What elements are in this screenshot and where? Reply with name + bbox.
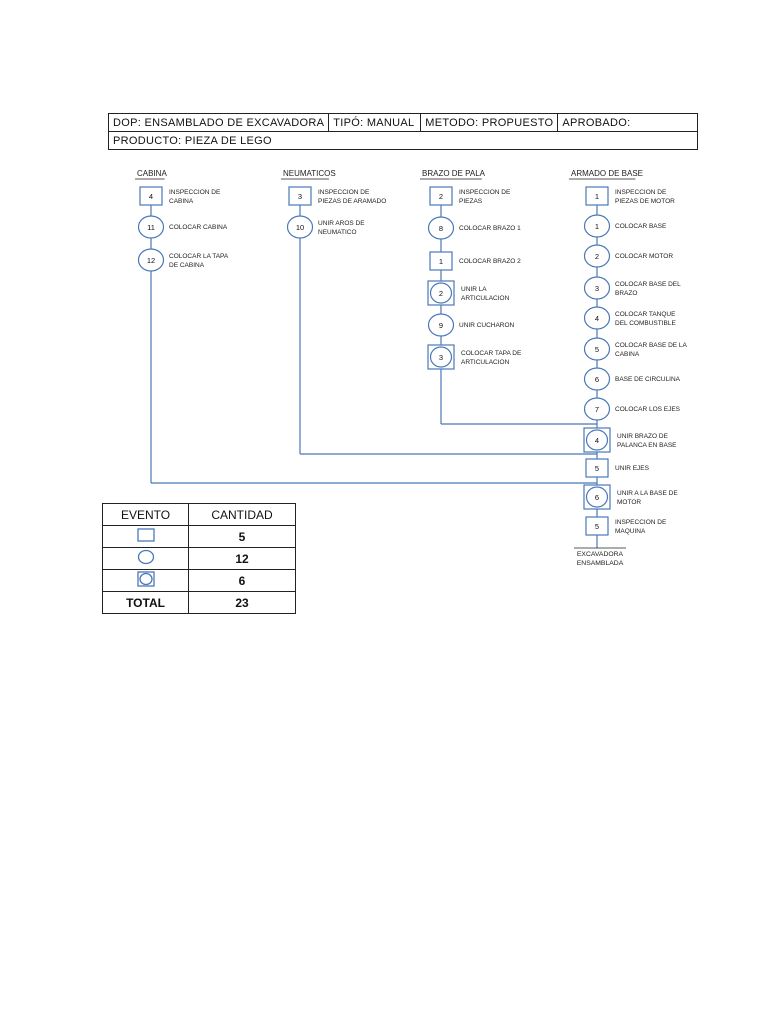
node-label: UNIR LA: [461, 286, 487, 293]
node-label: COLOCAR BASE: [615, 223, 667, 230]
aprobado-field: APROBADO:: [558, 114, 698, 132]
node-number: 5: [594, 521, 600, 531]
node-number: 4: [594, 435, 600, 445]
table-row: [103, 548, 296, 570]
node-label: CABINA: [615, 351, 640, 358]
node-label: INSPECCION DE: [459, 189, 511, 196]
node-number: 9: [438, 320, 444, 330]
circle-node: [585, 215, 667, 237]
square-node: [289, 187, 386, 205]
combined-node: [428, 345, 522, 369]
circle-node: [288, 216, 366, 238]
circle-node: [139, 216, 228, 238]
final-product-label: ENSAMBLADA: [576, 560, 624, 567]
node-number: 10: [295, 222, 305, 232]
node-number: 3: [438, 352, 444, 362]
combined-count: 6: [189, 570, 296, 592]
node-number: 6: [594, 374, 600, 384]
circle-node: [139, 249, 229, 271]
tipo-field: TIPÓ: MANUAL: [329, 114, 421, 132]
node-number: 2: [594, 251, 600, 261]
node-label: ARTICULACION: [461, 295, 510, 302]
node-number: 8: [438, 223, 444, 233]
node-number: 3: [297, 191, 303, 201]
node-label: PIEZAS: [459, 198, 483, 205]
circle-node: [585, 307, 677, 329]
square-node: [586, 459, 650, 477]
node-number: 7: [594, 404, 600, 414]
node-label: COLOCAR TANQUE: [615, 311, 676, 318]
node-number: 1: [594, 191, 600, 201]
node-label: COLOCAR MOTOR: [615, 253, 674, 260]
node-label: DE CABINA: [169, 262, 205, 269]
node-label: COLOCAR BRAZO 2: [459, 258, 521, 265]
final-product-label: EXCAVADORA: [576, 551, 624, 558]
node-number: 11: [147, 222, 155, 232]
cantidad-header: CANTIDAD: [189, 504, 296, 526]
circle-count: 12: [189, 548, 296, 570]
node-label: INSPECCION DE: [615, 189, 667, 196]
connector-lines: [151, 196, 600, 548]
node-label: BRAZO: [615, 290, 638, 297]
node-number: 2: [438, 191, 444, 201]
table-row: [103, 570, 296, 592]
column-title: BRAZO DE PALA: [422, 169, 485, 178]
node-label: UNIR CUCHARON: [459, 322, 515, 329]
evento-header: EVENTO: [103, 504, 189, 526]
producto-field: PRODUCTO: PIEZA DE LEGO: [109, 132, 698, 150]
node-label: PIEZAS DE MOTOR: [615, 198, 675, 205]
square-icon: [103, 526, 189, 548]
node-number: 2: [438, 288, 444, 298]
node-label: UNIR BRAZO DE: [617, 433, 668, 440]
node-label: INSPECCION DE: [169, 189, 221, 196]
node-label: MOTOR: [617, 499, 642, 506]
total-value: 23: [189, 592, 296, 614]
combined-icon: [103, 570, 189, 592]
combined-node: [584, 485, 678, 509]
node-label: COLOCAR CABINA: [169, 224, 228, 231]
circle-icon: [103, 548, 189, 570]
node-number: 5: [594, 344, 600, 354]
column-title: CABINA: [137, 169, 167, 178]
node-label: COLOCAR TAPA DE: [461, 350, 522, 357]
circle-node: [585, 338, 688, 360]
node-label: INSPECCION DE: [615, 519, 667, 526]
node-number: 1: [594, 221, 600, 231]
node-label: ARTICULACION: [461, 359, 510, 366]
node-number: 3: [594, 283, 600, 293]
node-label: CABINA: [169, 198, 194, 205]
node-number: 12: [146, 255, 156, 265]
node-label: COLOCAR LA TAPA: [169, 253, 229, 260]
circle-node: [585, 398, 681, 420]
node-number: 6: [594, 492, 600, 502]
node-label: PALANCA EN BASE: [617, 442, 677, 449]
node-label: PIEZAS DE ARAMADO: [318, 198, 387, 205]
circle-node: [429, 217, 522, 239]
node-label: COLOCAR BASE DE LA: [615, 342, 687, 349]
total-label: TOTAL: [103, 592, 189, 614]
square-node: [430, 252, 521, 270]
circle-node: [585, 368, 681, 390]
square-node: [140, 187, 221, 205]
node-label: NEUMATICO: [318, 229, 357, 236]
node-label: UNIR A LA BASE DE: [617, 490, 678, 497]
node-label: MAQUINA: [615, 528, 646, 535]
node-number: 4: [148, 191, 154, 201]
square-node: [586, 517, 667, 535]
combined-node: [584, 428, 677, 452]
node-label: INSPECCION DE: [318, 189, 370, 196]
node-label: COLOCAR BRAZO 1: [459, 225, 521, 232]
square-node: [586, 187, 675, 205]
circle-node: [585, 277, 682, 299]
node-label: UNIR EJES: [615, 465, 649, 472]
dop-title: DOP: ENSAMBLADO DE EXCAVADORA: [109, 114, 329, 132]
column-title: NEUMATICOS: [283, 169, 336, 178]
column-title: ARMADO DE BASE: [571, 169, 644, 178]
circle-node: [585, 245, 674, 267]
square-count: 5: [189, 526, 296, 548]
node-label: DEL COMBUSTIBLE: [615, 320, 676, 327]
node-number: 5: [594, 463, 600, 473]
square-node: [430, 187, 511, 205]
metodo-field: METODO: PROPUESTO: [421, 114, 558, 132]
node-number: 4: [594, 313, 600, 323]
circle-node: [429, 314, 515, 336]
node-label: BASE DE CIRCULINA: [615, 376, 681, 383]
node-label: COLOCAR BASE DEL: [615, 281, 681, 288]
node-label: UNIR AROS DE: [318, 220, 365, 227]
node-number: 1: [438, 256, 444, 266]
node-label: COLOCAR LOS EJES: [615, 406, 681, 413]
table-row: [103, 526, 296, 548]
table-row: [103, 592, 296, 614]
combined-node: [428, 281, 510, 305]
summary-table: [102, 503, 296, 614]
